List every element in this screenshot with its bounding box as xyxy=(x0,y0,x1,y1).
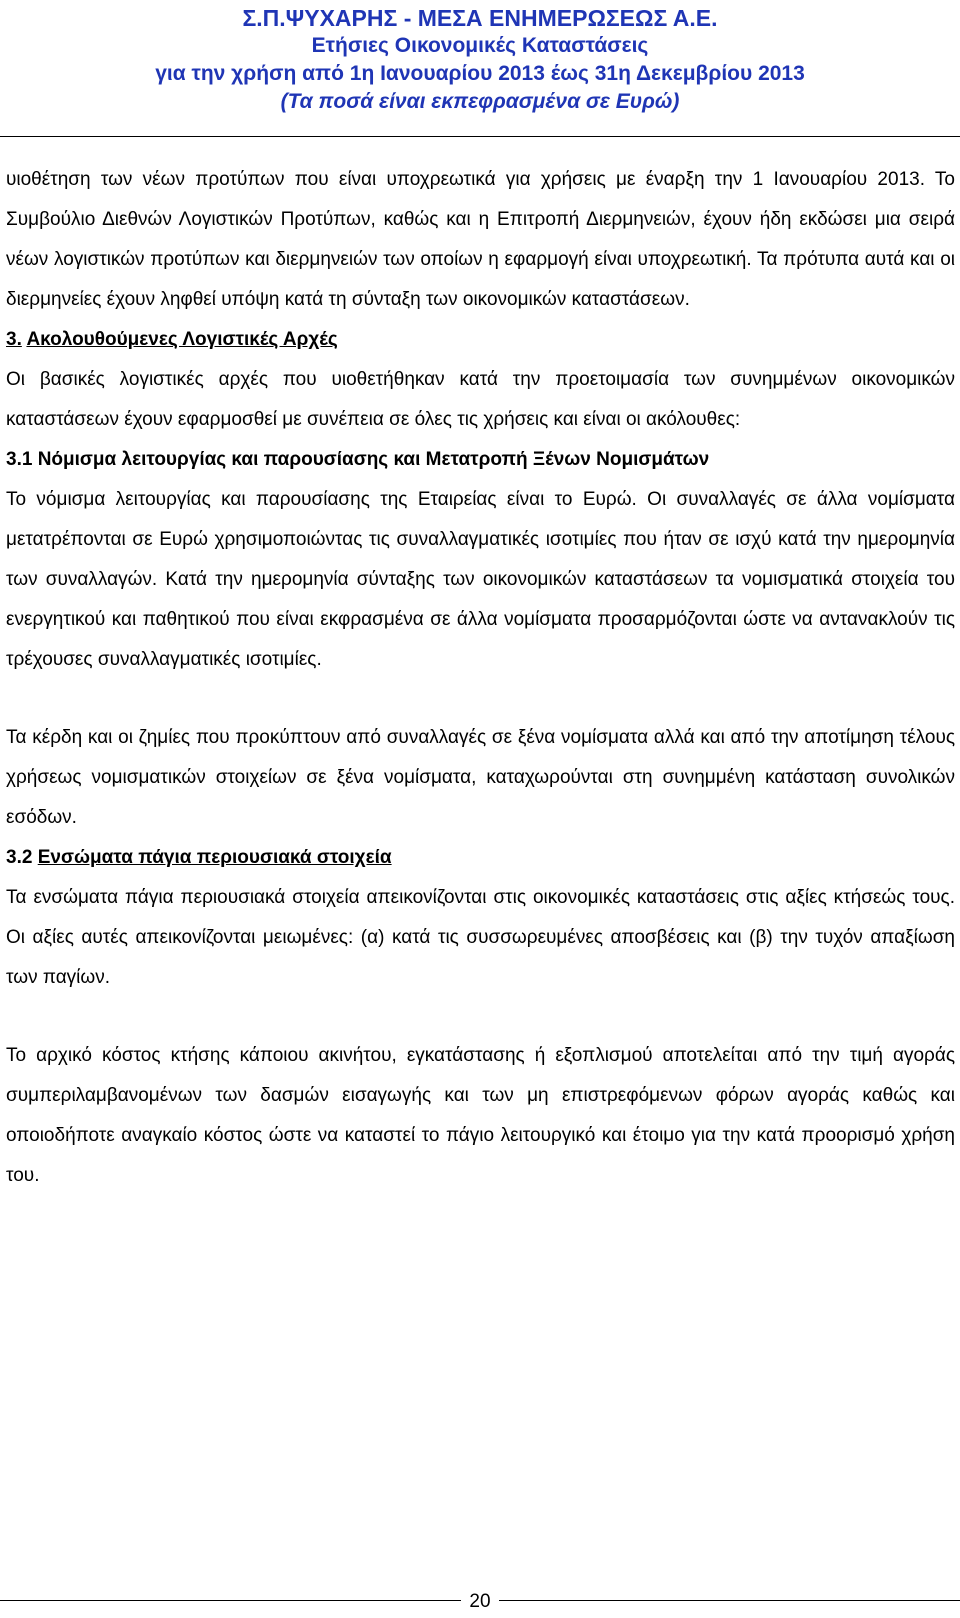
section-3-1-heading xyxy=(6,440,955,480)
header-divider xyxy=(0,136,960,137)
section-3-1-paragraph-1: Το νόμισμα λειτουργίας και παρουσίασης της Εταιρείας είναι το Ευρώ. Οι συναλλαγές σε άλλα νομίσματα μετατρέπονται σε Ευρώ χρησιμοποιώντας τις συναλλαγματικές ισοτιμίες που ήταν σε ισχύ κατά την ημερομηνία των συναλλαγών. Κατά την ημερομηνία σύνταξης των οικονομικών καταστάσεων τα νομισματικά στοιχεία του ενεργητικού και παθητικού που είναι εκφρασμένα σε άλλα νομίσματα προσαρμόζονται ώστε να αντανακλούν τις τρέχουσες συναλλαγματικές ισοτιμίες. xyxy=(6,489,955,670)
page-number-value: 20 xyxy=(461,1591,498,1612)
section-3-paragraph: Οι βασικές λογιστικές αρχές που υιοθετήθηκαν κατά την προετοιμασία των συνημμένων οικονομικών καταστάσεων έχουν εφαρμοσθεί με συνέπεια σε όλες τις χρήσεις και είναι οι ακόλουθες: xyxy=(6,369,955,430)
section-3-title: Ακολουθούμενες Λογιστικές Αρχές xyxy=(26,329,338,350)
section-3-1-title: Νόμισμα λειτουργίας και παρουσίασης και Μετατροπή Ξένων Νομισμάτων xyxy=(37,449,710,470)
intro-paragraph: υιοθέτηση των νέων προτύπων που είναι υποχρεωτικά για χρήσεις με έναρξη την 1 Ιανουαρίου 2013. Το Συμβούλιο Διεθνών Λογιστικών Προτύπων, καθώς και η Επιτροπή Διερμηνειών, έχουν ήδη εκδώσει μια σειρά νέων λογιστικών προτύπων και διερμηνειών των οποίων η εφαρμογή είναι υποχρεωτική. Τα πρότυπα αυτά και οι διερμηνείες έχουν ληφθεί υπόψη κατά τη σύνταξη των οικονομικών καταστάσεων. xyxy=(6,169,955,310)
report-title: Ετήσιες Οικονομικές Καταστάσεις xyxy=(311,34,649,57)
section-3-2-paragraph-2: Το αρχικό κόστος κτήσης κάποιου ακινήτου, εγκατάστασης ή εξοπλισμού αποτελείται από την τιμή αγοράς συμπεριλαμβανομένων των δασμών εισαγωγής και των μη επιστρεφόμενων φόρων αγοράς καθώς και οποιοδήποτε αναγκαίο κόστος ώστε να καταστεί το πάγιο λειτουργικό και έτοιμο για την κατά προορισμό χρήση του. xyxy=(6,1045,955,1186)
section-3-heading xyxy=(6,320,955,360)
section-3-number: 3. xyxy=(6,329,22,350)
document-body xyxy=(6,160,955,1196)
section-3-2-paragraph-1: Τα ενσώματα πάγια περιουσιακά στοιχεία απεικονίζονται στις οικονομικές καταστάσεις στις αξίες κτήσεώς τους. Οι αξίες αυτές απεικονίζονται μειωμένες: (α) κατά τις συσσωρευμένες αποσβέσεις και (β) την τυχόν απαξίωση των παγίων. xyxy=(6,887,955,988)
section-3-2-heading xyxy=(6,838,955,878)
page-number xyxy=(0,1590,960,1614)
report-period: για την χρήση από 1η Ιανουαρίου 2013 έως 31η Δεκεμβρίου 2013 xyxy=(155,62,805,85)
currency-note: (Τα ποσά είναι εκπεφρασμένα σε Ευρώ) xyxy=(280,90,680,113)
section-3-1-number: 3.1 xyxy=(6,449,33,470)
section-3-1-paragraph-2: Τα κέρδη και οι ζημίες που προκύπτουν από συναλλαγές σε ξένα νομίσματα αλλά και από την αποτίμηση τέλους χρήσεως νομισματικών στοιχείων σε ξένα νομίσματα, καταχωρούνται στη συνημμένη κατάσταση συνολικών εσόδων. xyxy=(6,727,955,828)
section-3-2-number: 3.2 xyxy=(6,847,33,868)
page-header xyxy=(0,0,960,116)
company-name: Σ.Π.ΨΥΧΑΡΗΣ - ΜΕΣΑ ΕΝΗΜΕΡΩΣΕΩΣ Α.Ε. xyxy=(242,5,718,31)
section-3-2-title: Ενσώματα πάγια περιουσιακά στοιχεία xyxy=(37,847,392,868)
